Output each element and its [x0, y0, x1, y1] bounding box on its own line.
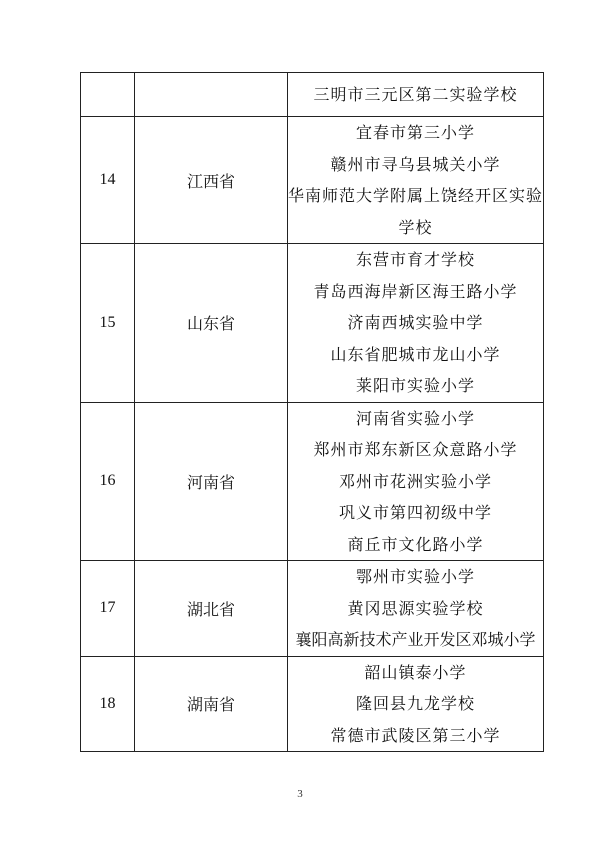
row-province: 湖北省: [135, 561, 288, 657]
school-list-body: [81, 73, 544, 752]
row-schools: [288, 73, 544, 117]
school-name: 襄阳高新技术产业开发区邓城小学: [295, 630, 536, 649]
table-row: [81, 244, 544, 403]
school-name: 鄂州市实验小学: [355, 567, 475, 586]
school-name: 赣州市寻乌县城关小学: [330, 154, 501, 174]
school-name: 韶山镇泰小学: [364, 662, 467, 682]
school-name: 邓州市花洲实验小学: [338, 471, 492, 491]
row-schools: [288, 402, 544, 561]
row-province: 山东省: [135, 244, 288, 403]
school-name: 山东省肥城市龙山小学: [330, 344, 501, 364]
school-name: 隆回县九龙学校: [355, 694, 475, 713]
school-name: 三明市三元区第二实验学校: [313, 84, 518, 104]
school-list-table: [80, 72, 544, 752]
row-number: [81, 73, 135, 117]
school-name: 黄冈思源实验学校: [347, 598, 484, 618]
school-name: 常德市武陵区第三小学: [330, 725, 501, 745]
row-number: 14: [81, 117, 135, 244]
row-schools: [288, 117, 544, 244]
row-schools: [288, 656, 544, 752]
row-number: 15: [81, 244, 135, 403]
school-name: 郑州市郑东新区众意路小学: [313, 440, 518, 459]
page-number: 3: [297, 788, 303, 800]
school-name: 巩义市第四初级中学: [338, 503, 492, 522]
school-name: 华南师范大学附属上饶经开区实验: [288, 186, 544, 205]
row-number: 17: [81, 561, 135, 657]
table-row: [81, 561, 544, 657]
row-schools: [288, 561, 544, 657]
row-province: 湖南省: [135, 656, 288, 752]
row-province: [135, 73, 288, 117]
school-name: 东营市育才学校: [355, 250, 475, 269]
table-row: [81, 117, 544, 244]
school-name: 青岛西海岸新区海王路小学: [313, 281, 518, 301]
table-row: [81, 402, 544, 561]
school-name: 学校: [398, 217, 433, 237]
row-province: 江西省: [135, 117, 288, 244]
school-name: 河南省实验小学: [355, 408, 475, 428]
row-number: 16: [81, 402, 135, 561]
school-name: 商丘市文化路小学: [347, 534, 484, 554]
row-schools: [288, 244, 544, 403]
row-number: 18: [81, 656, 135, 752]
school-name: 莱阳市实验小学: [355, 376, 475, 395]
school-name: 济南西城实验中学: [347, 313, 484, 332]
school-name: 宜春市第三小学: [355, 123, 475, 142]
row-province: 河南省: [135, 402, 288, 561]
table-row: [81, 73, 544, 117]
table-row: [81, 656, 544, 752]
